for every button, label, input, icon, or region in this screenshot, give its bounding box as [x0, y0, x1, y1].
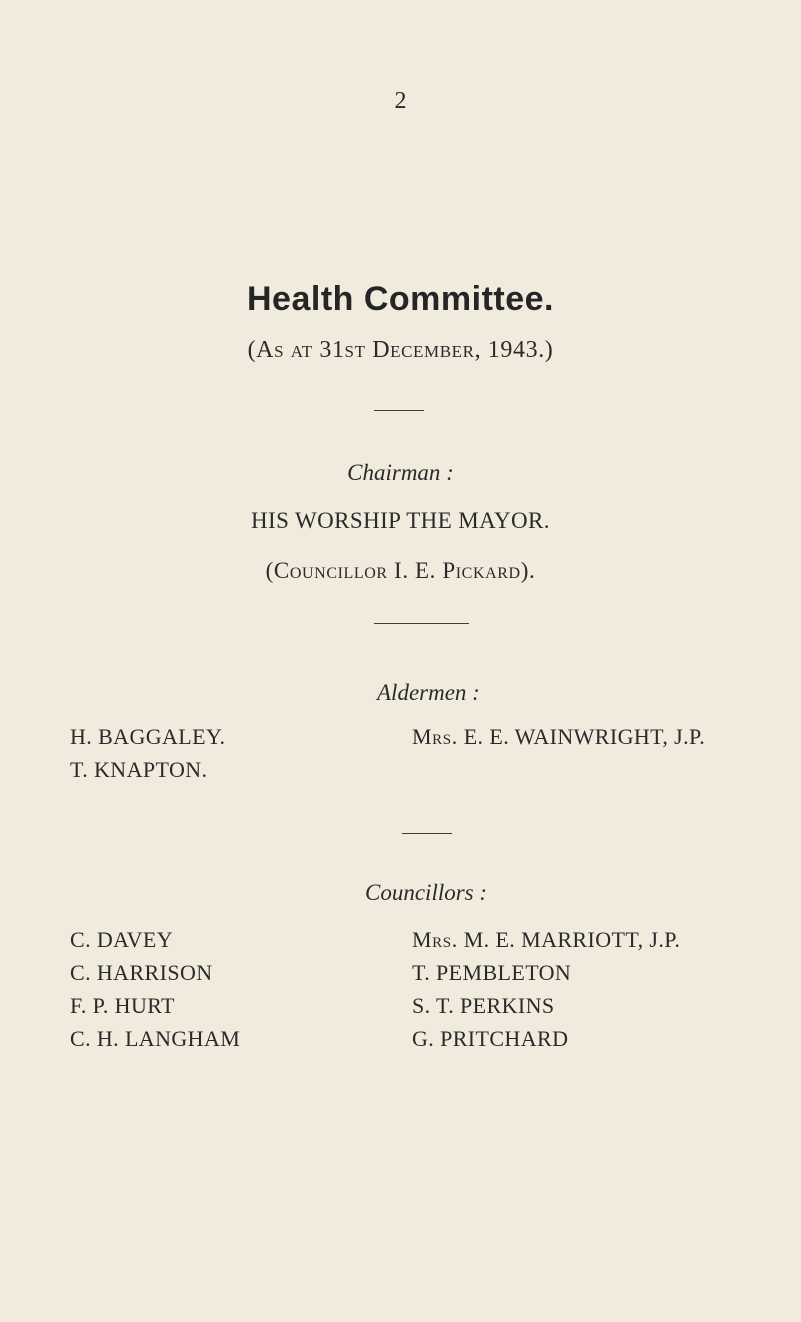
divider: [374, 410, 424, 411]
councillor-name: [412, 927, 680, 953]
divider: [374, 623, 469, 624]
councillor-name: F. P. HURT: [70, 993, 175, 1018]
chairman-name: HIS WORSHIP THE MAYOR.: [251, 508, 550, 533]
chairman-label: Chairman :: [347, 460, 454, 485]
page-title: Health Committee.: [247, 280, 554, 318]
divider: [402, 833, 452, 834]
alderman-name: H. BAGGALEY.: [70, 724, 226, 749]
councillor-name: G. PRITCHARD: [412, 1026, 569, 1051]
councillor-name-text: M. E. MARRIOTT, J.P.: [457, 927, 681, 952]
page-subtitle: (As at 31st December, 1943.): [247, 337, 554, 363]
alderman-name: [412, 724, 705, 750]
alderman-name: T. KNAPTON.: [70, 757, 208, 782]
title-prefix: Mrs.: [412, 724, 458, 749]
page-number: 2: [394, 88, 407, 114]
alderman-name-text: E. E. WAINWRIGHT, J.P.: [457, 724, 706, 749]
councillor-name: C. HARRISON: [70, 960, 213, 985]
councillor-name: C. H. LANGHAM: [70, 1026, 241, 1051]
title-prefix: Mrs.: [412, 927, 458, 952]
councillors-label: Councillors :: [365, 880, 488, 905]
aldermen-label: Aldermen :: [377, 680, 480, 705]
councillor-name: C. DAVEY: [70, 927, 174, 952]
councillor-name: T. PEMBLETON: [412, 960, 572, 985]
councillor-name: S. T. PERKINS: [412, 993, 555, 1018]
chairman-detail: (Councillor I. E. Pickard).: [265, 558, 536, 583]
